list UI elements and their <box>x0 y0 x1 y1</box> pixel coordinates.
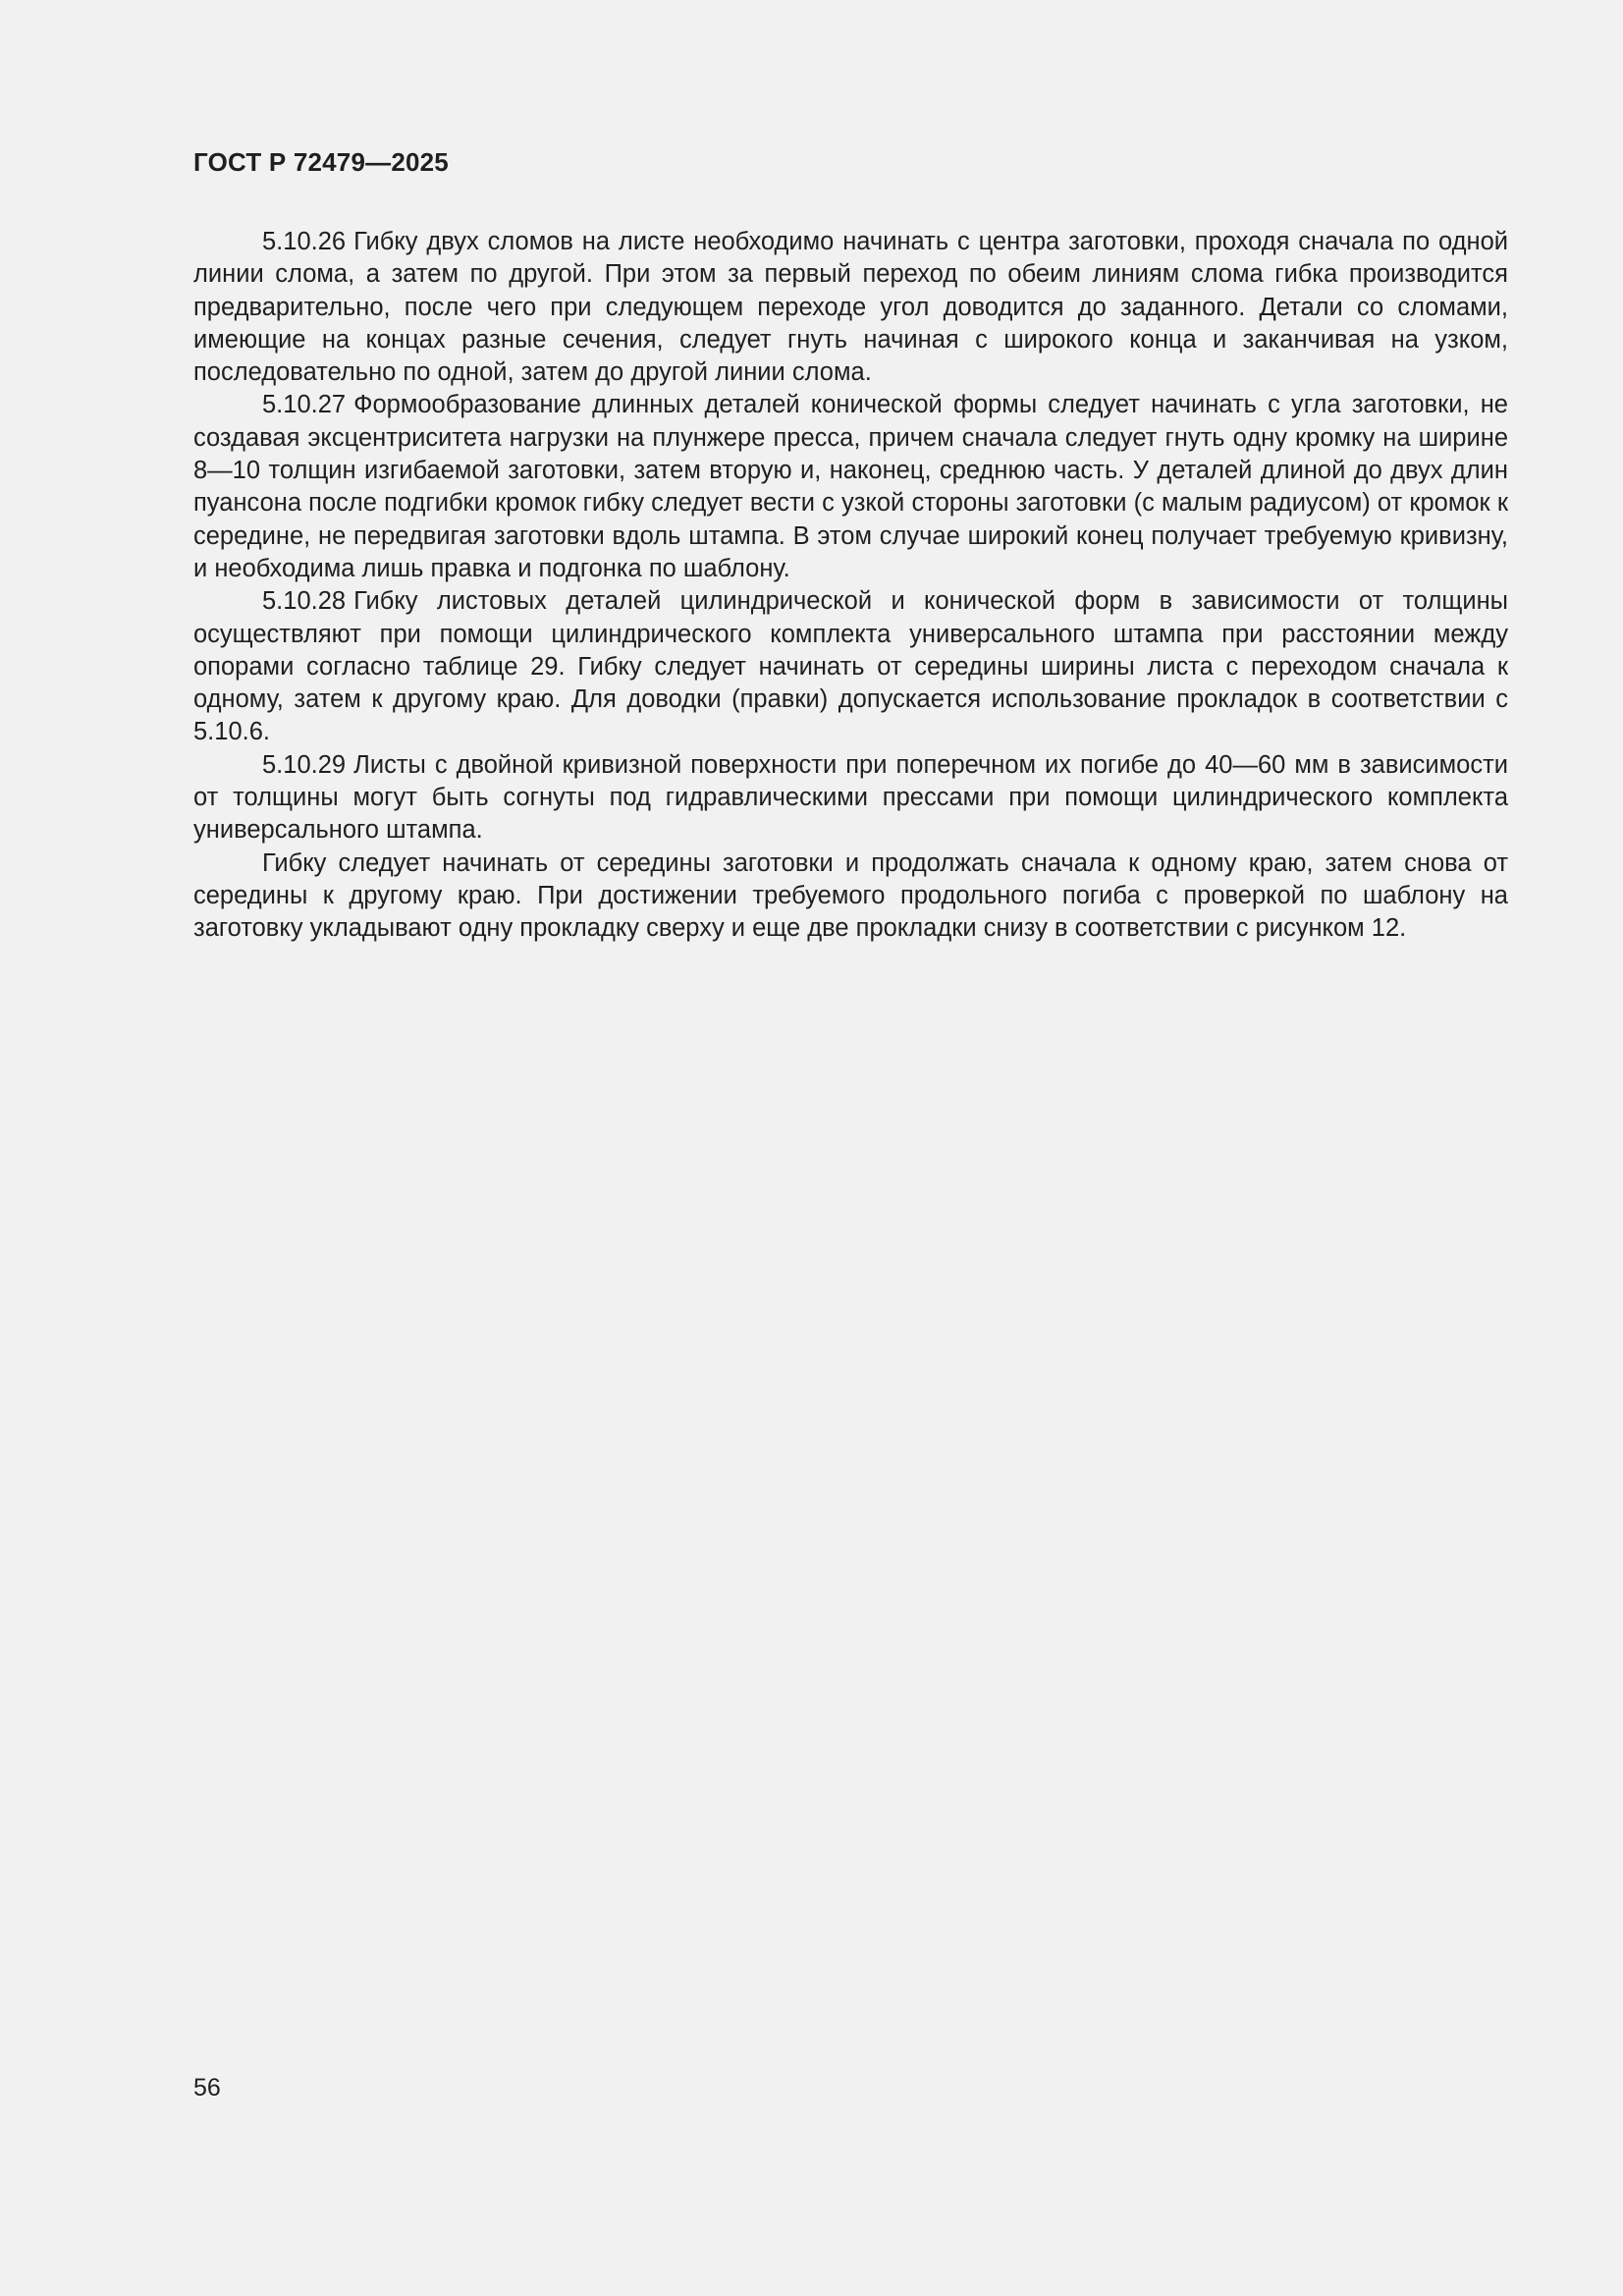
paragraph-continuation <box>193 847 1508 946</box>
page-number: 56 <box>193 2074 221 2102</box>
paragraph-text: Гибку листовых деталей цилиндрической и конической форм в зависимости от толщины осуществляют при помощи цилиндрического комплекта универсального штампа при расстоянии между опорами согласно таблице 29. Гибку следует начинать от середины ширины листа с переходом сначала к одному, затем к другому краю. Для доводки (правки) допускается использование прокладок в соответствии с 5.10.6. <box>193 587 1508 746</box>
paragraph-5-10-29 <box>193 749 1508 847</box>
paragraph-text: Формообразование длинных деталей конической формы следует начинать с угла заготовки, не создавая эксцентриситета нагрузки на плунжере пресса, причем сначала следует гнуть одну кромку на ширине 8—10 толщин изгибаемой заготовки, затем вторую и, наконец, среднюю часть. У деталей длиной до двух длин пуансона после подгибки кромок гибку следует вести с узкой стороны заготовки (с малым радиусом) от кромок к середине, не передвигая заготовки вдоль штампа. В этом случае широкий конец получает требуемую кривизну, и необходима лишь правка и подгонка по шаблону. <box>193 391 1508 582</box>
document-body <box>193 226 1508 946</box>
paragraph-5-10-27 <box>193 389 1508 585</box>
clause-number: 5.10.26 <box>262 228 347 255</box>
paragraph-text: Гибку двух сломов на листе необходимо начинать с центра заготовки, проходя сначала по одной линии слома, а затем по другой. При этом за первый переход по обеим линиям слома гибка производится предварительно, после чего при следующем переходе угол доводится до заданного. Детали со сломами, имеющие на концах разные сечения, следует гнуть начиная с широкого конца и заканчивая на узком, последовательно по одной, затем до другой линии слома. <box>193 228 1508 387</box>
paragraph-5-10-26 <box>193 226 1508 389</box>
paragraph-text: Листы с двойной кривизной поверхности при поперечном их погибе до 40—60 мм в зависимости от толщины могут быть согнуты под гидравлическими прессами при помощи цилиндрического комплекта универсального штампа. <box>193 750 1508 845</box>
paragraph-5-10-28 <box>193 585 1508 748</box>
paragraph-text: Гибку следует начинать от середины заготовки и продолжать сначала к одному краю, затем снова от середины к другому краю. При достижении требуемого продольного погиба с проверкой по шаблону на заготовку укладывают одну прокладку сверху и еще две прокладки снизу в соответствии с рисунком 12. <box>193 848 1508 943</box>
clause-number: 5.10.28 <box>262 587 347 616</box>
document-header: ГОСТ Р 72479—2025 <box>193 147 449 177</box>
clause-number: 5.10.29 <box>262 750 347 779</box>
clause-number: 5.10.27 <box>262 391 347 419</box>
